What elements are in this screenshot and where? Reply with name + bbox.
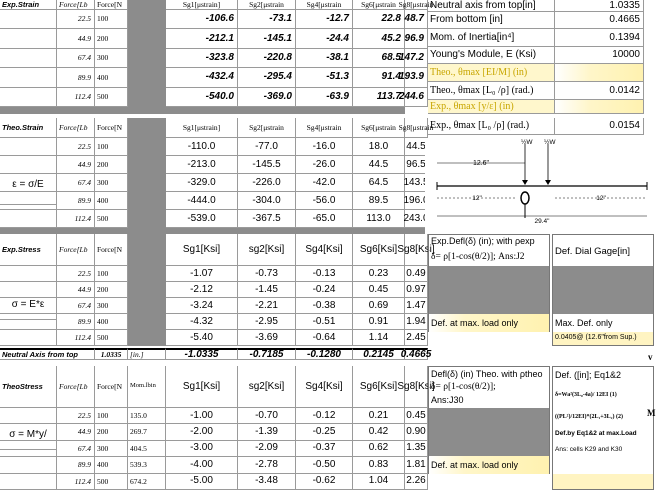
theo-stress-cell[interactable]: -0.25 (296, 424, 353, 440)
gray-column-block (128, 234, 166, 346)
exp-strain-cell[interactable]: 45.2 (353, 29, 405, 48)
theo-stress-cell[interactable]: 0.83 (353, 457, 405, 473)
header-force-lb[interactable]: Force[Lb (57, 0, 95, 10)
theo-stress-cell[interactable]: -0.50 (296, 457, 353, 473)
strain-formula-label: ε = σ/E (0, 165, 57, 205)
header-sg3-strain[interactable]: Sg4[μstrain (296, 118, 353, 138)
exp-strain-cell[interactable]: -220.8 (238, 49, 296, 68)
theo-strain-cell[interactable]: -65.0 (296, 210, 353, 228)
exp-strain-cell[interactable]: -323.8 (166, 49, 238, 68)
header-sg5-strain[interactable]: Sg8[μstrain (398, 0, 434, 9)
beam-diagram (425, 138, 659, 230)
exp-defl-title: Exp.Defl(δ) (in); with ρexp (431, 236, 535, 246)
exp-strain-cell[interactable]: 244.6 (405, 88, 428, 107)
theo-stress-cell[interactable]: -0.12 (296, 408, 353, 424)
header-sg5-ksi[interactable]: Sg8[Ksi] (405, 234, 428, 266)
theo-stress-cell[interactable]: -1.39 (238, 424, 296, 440)
moment-cell[interactable]: 269.7 (128, 424, 166, 440)
header-sg5-strain[interactable]: Sg8[μstrain (405, 118, 428, 138)
empty-cell[interactable] (0, 10, 57, 29)
force-lb-cell[interactable]: 44.9 (57, 29, 95, 48)
eq12-title: Def. ([in]; Eq1&2 (555, 370, 622, 380)
force-lb-cell[interactable]: 67.4 (57, 298, 95, 314)
property-label[interactable]: Theo., θmax [EI/M] (in) (428, 64, 555, 82)
property-label[interactable]: Mom. of Inertia[in⁴] (428, 29, 555, 47)
neutral-axis-sg-value[interactable]: 0.2145 (353, 348, 405, 360)
theo-strain-cell[interactable]: -213.0 (166, 156, 238, 174)
exp-strain-cell[interactable]: -369.0 (238, 88, 296, 107)
exp-strain-cell[interactable]: 147.2 (405, 49, 428, 68)
theo-stress-cell[interactable]: -1.00 (166, 408, 238, 424)
header-sg2-ksi[interactable]: sg2[Ksi] (238, 234, 296, 266)
force-n-cell[interactable]: 300 (95, 49, 128, 68)
exp-stress-cell[interactable]: 0.69 (353, 298, 405, 314)
edge-marker-m: M (647, 408, 656, 418)
exp-stress-cell[interactable]: 0.49 (405, 266, 428, 282)
neutral-axis-sg-value[interactable]: -1.0335 (166, 348, 238, 360)
theo-stress-cell[interactable]: -2.78 (238, 457, 296, 473)
empty-cell[interactable] (0, 210, 57, 228)
exp-defl-gray (429, 266, 549, 314)
theo-stress-cell[interactable]: -2.00 (166, 424, 238, 440)
empty-cell[interactable] (0, 474, 57, 490)
edge-marker-v: v (648, 352, 653, 362)
dial-note: 0.0405@ (12.6"from Sup.) (555, 334, 637, 341)
exp-strain-cell[interactable]: 68.5 (353, 49, 405, 68)
force-n-cell[interactable]: 300 (95, 441, 128, 457)
property-value[interactable]: 0.4665 (555, 12, 644, 29)
exp-strain-cell[interactable]: 91.4 (353, 68, 405, 87)
exp-stress-cell[interactable]: -2.21 (238, 298, 296, 314)
dim-left-label: 12" (472, 195, 482, 202)
exp-strain-cell[interactable]: 96.9 (405, 29, 428, 48)
exp-stress-cell[interactable]: -0.73 (238, 266, 296, 282)
section-label-exp-strain: Exp.Strain (0, 0, 57, 10)
header-sg3-ksi[interactable]: Sg4[Ksi] (296, 366, 353, 408)
theo-strain-cell[interactable]: -26.0 (296, 156, 353, 174)
arrowhead-right (545, 180, 551, 185)
empty-cell[interactable] (0, 457, 57, 473)
force-n-cell[interactable]: 100 (95, 408, 128, 424)
property-label[interactable]: From bottom [in] (428, 12, 555, 29)
arrowhead-left (522, 180, 528, 185)
exp-stress-cell[interactable]: 0.23 (353, 266, 405, 282)
property-value[interactable]: 10000 (555, 47, 644, 64)
theo-strain-cell[interactable]: -42.0 (296, 174, 353, 192)
header-sg4-strain[interactable]: Sg6[μstrain (353, 0, 405, 10)
theo-stress-cell[interactable]: 1.04 (353, 474, 405, 490)
exp-strain-cell[interactable]: -212.1 (166, 29, 238, 48)
theo-strain-cell[interactable]: 18.0 (353, 138, 405, 156)
force-lb-cell[interactable]: 22.5 (57, 408, 95, 424)
dim-top-label: 12.6" (472, 160, 490, 167)
header-force-n[interactable]: Force[N (95, 118, 128, 138)
eq12-note2: Ans: cells K29 and K30 (555, 446, 623, 453)
exp-stress-cell[interactable]: 0.45 (353, 282, 405, 298)
exp-stress-cell[interactable]: -5.40 (166, 330, 238, 346)
theo-strain-cell[interactable]: 96.5 (405, 156, 428, 174)
header-sg2-strain[interactable]: Sg2[μstrain (238, 118, 296, 138)
theo-stress-formula-label: σ = M*y/ (0, 420, 57, 450)
force-n-cell[interactable]: 500 (95, 210, 128, 228)
exp-stress-cell[interactable]: -0.13 (296, 266, 353, 282)
exp-stress-cell[interactable]: -1.07 (166, 266, 238, 282)
force-n-cell[interactable]: 100 (95, 10, 128, 29)
exp-defl-formula: δ= ρ[1-cos(θ/2)]; Ans:J2 (431, 252, 525, 262)
theo-stress-cell[interactable]: 0.42 (353, 424, 405, 440)
exp-strain-cell[interactable]: -145.1 (238, 29, 296, 48)
theo-strain-cell[interactable]: 89.5 (353, 192, 405, 210)
section-label-theo-strain: Theo.Strain (0, 118, 57, 138)
force-n-cell[interactable]: 400 (95, 314, 128, 330)
theo-strain-cell[interactable]: -304.0 (238, 192, 296, 210)
exp-strain-cell[interactable]: -38.1 (296, 49, 353, 68)
theo-defl-max-load: Def. at max. load only (431, 460, 519, 470)
empty-cell[interactable] (0, 88, 57, 107)
exp-strain-cell[interactable]: -12.7 (296, 10, 353, 29)
force-n-cell[interactable]: 500 (95, 474, 128, 490)
section-label-exp-stress: Exp.Stress (0, 234, 57, 266)
theo-defl-title: Defl(δ) (in) Theo. with ρtheo (431, 369, 543, 379)
empty-cell[interactable] (0, 49, 57, 68)
force-lb-cell[interactable]: 22.5 (57, 266, 95, 282)
moment-cell[interactable]: 404.5 (128, 441, 166, 457)
exp-stress-cell[interactable]: -3.24 (166, 298, 238, 314)
header-sg2-strain[interactable]: Sg2[μstrain (238, 0, 296, 10)
theo-strain-cell[interactable]: -145.5 (238, 156, 296, 174)
force-n-cell[interactable]: 200 (95, 424, 128, 440)
force-lb-cell[interactable]: 22.5 (57, 10, 95, 29)
exp-strain-cell[interactable]: 22.8 (353, 10, 405, 29)
header-sg3-ksi[interactable]: Sg4[Ksi] (296, 234, 353, 266)
theo-defl-gray (429, 408, 549, 456)
theo-strain-cell[interactable]: -329.0 (166, 174, 238, 192)
theo-strain-cell[interactable]: 243.0 (405, 210, 428, 228)
exp-stress-cell[interactable]: -3.69 (238, 330, 296, 346)
exp-stress-cell[interactable]: -0.24 (296, 282, 353, 298)
neutral-axis-sg-value[interactable]: -0.7185 (238, 348, 296, 360)
force-n-cell[interactable]: 500 (95, 88, 128, 107)
exp-stress-cell[interactable]: -2.12 (166, 282, 238, 298)
property-label[interactable]: Exp., θmax [L₀ /ρ] (rad.) (428, 118, 555, 135)
exp-strain-cell[interactable]: -432.4 (166, 68, 238, 87)
exp-stress-cell[interactable]: 0.91 (353, 314, 405, 330)
exp-stress-cell[interactable]: 2.45 (405, 330, 428, 346)
theo-strain-cell[interactable]: -77.0 (238, 138, 296, 156)
theo-strain-cell[interactable]: -367.5 (238, 210, 296, 228)
neutral-axis-label: Neutral Axis from top (0, 348, 95, 360)
moment-cell[interactable]: 135.0 (128, 408, 166, 424)
theo-strain-cell[interactable]: -539.0 (166, 210, 238, 228)
theo-strain-cell[interactable]: 64.5 (353, 174, 405, 192)
theo-strain-cell[interactable]: 113.0 (353, 210, 405, 228)
moment-cell[interactable]: 674.2 (128, 474, 166, 490)
empty-cell[interactable] (0, 138, 57, 156)
force-n-cell[interactable]: 200 (95, 282, 128, 298)
header-force-lb[interactable]: Force[Lb (57, 118, 95, 138)
exp-strain-cell[interactable]: -63.9 (296, 88, 353, 107)
theo-strain-cell[interactable]: -226.0 (238, 174, 296, 192)
header-sg1-ksi[interactable]: Sg1[Ksi] (166, 234, 238, 266)
theo-strain-cell[interactable]: 143.5 (405, 174, 428, 192)
gray-column-block (128, 0, 166, 114)
exp-strain-cell[interactable]: 113.7 (353, 88, 405, 107)
property-label[interactable]: Young's Module, E (Ksi) (428, 47, 555, 64)
exp-stress-cell[interactable]: 0.97 (405, 282, 428, 298)
force-n-cell[interactable]: 400 (95, 192, 128, 210)
property-label[interactable]: Theo., θmax [L₀ /ρ] (rad.) (428, 82, 555, 100)
property-value[interactable] (555, 64, 644, 82)
header-mom[interactable]: Mom.lbin (128, 366, 166, 408)
theo-stress-cell[interactable]: 2.26 (405, 474, 428, 490)
header-sg1-strain[interactable]: Sg1[μstrain] (166, 0, 238, 10)
empty-cell[interactable] (0, 68, 57, 87)
eq12-yellow (553, 474, 653, 489)
force-n-cell[interactable]: 400 (95, 68, 128, 87)
theo-strain-cell[interactable]: 196.0 (405, 192, 428, 210)
exp-strain-cell[interactable]: -295.4 (238, 68, 296, 87)
force-lb-cell[interactable]: 44.9 (57, 156, 95, 174)
neutral-axis-value[interactable]: 1.0335 (95, 348, 128, 360)
property-value[interactable] (555, 100, 644, 114)
neutral-axis-sg-value[interactable]: 0.4665 (400, 348, 432, 360)
load-left-label: ½W (521, 139, 533, 146)
theo-stress-cell[interactable]: -4.00 (166, 457, 238, 473)
dim-total-label: 29.4" (534, 218, 550, 225)
dial-gray (553, 266, 653, 314)
exp-strain-cell[interactable]: -73.1 (238, 10, 296, 29)
force-lb-cell[interactable]: 89.9 (57, 314, 95, 330)
header-sg5-ksi[interactable]: Sg8[Ksi] (405, 366, 428, 408)
exp-stress-cell[interactable]: -0.64 (296, 330, 353, 346)
force-lb-cell[interactable]: 44.9 (57, 424, 95, 440)
theo-stress-cell[interactable]: -0.70 (238, 408, 296, 424)
property-value[interactable]: 0.0154 (555, 118, 644, 135)
theo-strain-cell[interactable]: -16.0 (296, 138, 353, 156)
force-n-cell[interactable]: 100 (95, 138, 128, 156)
theo-strain-cell[interactable]: 44.5 (353, 156, 405, 174)
force-n-cell[interactable]: 200 (95, 156, 128, 174)
exp-stress-cell[interactable]: -0.38 (296, 298, 353, 314)
exp-stress-cell[interactable]: -0.51 (296, 314, 353, 330)
force-lb-cell[interactable]: 89.9 (57, 192, 95, 210)
exp-strain-cell[interactable]: 193.9 (405, 68, 428, 87)
dial-max-label: Max. Def. only (555, 318, 613, 328)
neutral-axis-sg-value[interactable]: -0.1280 (296, 348, 353, 360)
theo-stress-cell[interactable]: -3.00 (166, 441, 238, 457)
force-lb-cell[interactable]: 112.4 (57, 474, 95, 490)
empty-cell[interactable] (0, 330, 57, 346)
property-value[interactable]: 0.0142 (555, 82, 644, 100)
empty-cell[interactable] (0, 29, 57, 48)
force-n-cell[interactable]: 300 (95, 174, 128, 192)
header-force-lb[interactable]: Force[Lb (57, 234, 95, 266)
stress-formula-label: σ = E*ε (0, 290, 57, 320)
header-sg3-strain[interactable]: Sg4[μstrain (296, 0, 353, 10)
exp-strain-cell[interactable]: 48.7 (405, 10, 428, 29)
exp-stress-cell[interactable]: -4.32 (166, 314, 238, 330)
property-label[interactable]: Exp., θmax [y/ε] (in) (428, 100, 555, 114)
eq12-eq2: ((PL²)/12EI)*(2L₁+3L₂) (2) (555, 414, 623, 420)
exp-stress-cell[interactable]: -1.45 (238, 282, 296, 298)
gray-separator (0, 107, 405, 114)
header-sg1-ksi[interactable]: Sg1[Ksi] (166, 366, 238, 408)
eq12-eq1: δ=Wa²(3L₀-4a)/ 12EI (1) (555, 392, 617, 398)
dial-title: Def. Dial Gage[in] (555, 246, 630, 257)
property-label[interactable]: Neutral axis from top[in] (428, 0, 555, 12)
theo-strain-cell[interactable]: -110.0 (166, 138, 238, 156)
neutral-axis-unit[interactable]: [in.] (128, 348, 166, 360)
header-sg2-ksi[interactable]: sg2[Ksi] (238, 366, 296, 408)
header-force-n[interactable]: Force[N (95, 366, 128, 408)
force-lb-cell[interactable]: 89.9 (57, 68, 95, 87)
theo-stress-cell[interactable]: 1.81 (405, 457, 428, 473)
force-lb-cell[interactable]: 112.4 (57, 330, 95, 346)
theo-stress-cell[interactable]: -0.62 (296, 474, 353, 490)
header-sg4-strain[interactable]: Sg6[μstrain (353, 118, 405, 138)
property-value[interactable]: 1.0335 (555, 0, 644, 12)
theo-strain-cell[interactable]: -56.0 (296, 192, 353, 210)
eq12-block (552, 366, 654, 490)
theo-stress-cell[interactable]: 0.90 (405, 424, 428, 440)
force-n-cell[interactable]: 200 (95, 29, 128, 48)
theo-strain-cell[interactable]: 44.5 (405, 138, 428, 156)
exp-strain-cell[interactable]: -540.0 (166, 88, 238, 107)
property-value[interactable]: 0.1394 (555, 29, 644, 47)
moment-cell[interactable]: 539.3 (128, 457, 166, 473)
force-lb-cell[interactable]: 44.9 (57, 282, 95, 298)
exp-stress-cell[interactable]: 1.47 (405, 298, 428, 314)
force-lb-cell[interactable]: 67.4 (57, 49, 95, 68)
section-label-theo-stress: TheoStress (0, 366, 57, 408)
exp-strain-cell[interactable]: -51.3 (296, 68, 353, 87)
theo-defl-ans: Ans:J30 (431, 395, 464, 405)
theo-stress-cell[interactable]: -3.48 (238, 474, 296, 490)
header-sg4-ksi[interactable]: Sg6[Ksi] (353, 234, 405, 266)
force-n-cell[interactable]: 500 (95, 330, 128, 346)
theo-defl-formula: δ= ρ[1-cos(θ/2)]; (431, 382, 496, 392)
dim-right-label: 12" (596, 195, 606, 202)
header-force-n[interactable]: Force[N (95, 234, 128, 266)
exp-strain-cell[interactable]: -106.6 (166, 10, 238, 29)
theo-stress-cell[interactable]: -2.09 (238, 441, 296, 457)
force-lb-cell[interactable]: 112.4 (57, 210, 95, 228)
theo-strain-cell[interactable]: -444.0 (166, 192, 238, 210)
exp-stress-cell[interactable]: 1.94 (405, 314, 428, 330)
theo-stress-cell[interactable]: 0.45 (405, 408, 428, 424)
force-lb-cell[interactable]: 112.4 (57, 88, 95, 107)
force-lb-cell[interactable]: 89.9 (57, 457, 95, 473)
force-lb-cell[interactable]: 67.4 (57, 441, 95, 457)
gray-column-block (128, 118, 166, 228)
force-lb-cell[interactable]: 67.4 (57, 174, 95, 192)
exp-stress-cell[interactable]: 1.14 (353, 330, 405, 346)
exp-strain-cell[interactable]: -24.4 (296, 29, 353, 48)
theo-stress-cell[interactable]: 0.62 (353, 441, 405, 457)
empty-cell[interactable] (0, 266, 57, 282)
eq12-note1: Def.by Eq1&2 at max.Load (555, 430, 637, 437)
dial-gauge-circle (521, 192, 529, 204)
theo-stress-cell[interactable]: 0.21 (353, 408, 405, 424)
force-n-cell[interactable]: 400 (95, 457, 128, 473)
force-n-cell[interactable]: 300 (95, 298, 128, 314)
theo-stress-cell[interactable]: -0.37 (296, 441, 353, 457)
header-sg1-strain[interactable]: Sg1[μstrain] (166, 118, 238, 138)
header-force-n[interactable]: Force[N (95, 0, 128, 10)
exp-stress-cell[interactable]: -2.95 (238, 314, 296, 330)
header-sg4-ksi[interactable]: Sg6[Ksi] (353, 366, 405, 408)
force-n-cell[interactable]: 100 (95, 266, 128, 282)
force-lb-cell[interactable]: 22.5 (57, 138, 95, 156)
theo-stress-cell[interactable]: -5.00 (166, 474, 238, 490)
header-force-lb[interactable]: Force[Lb (57, 366, 95, 408)
load-right-label: ½W (544, 139, 556, 146)
theo-stress-cell[interactable]: 1.35 (405, 441, 428, 457)
exp-defl-max-load: Def. at max. load only (431, 318, 519, 328)
